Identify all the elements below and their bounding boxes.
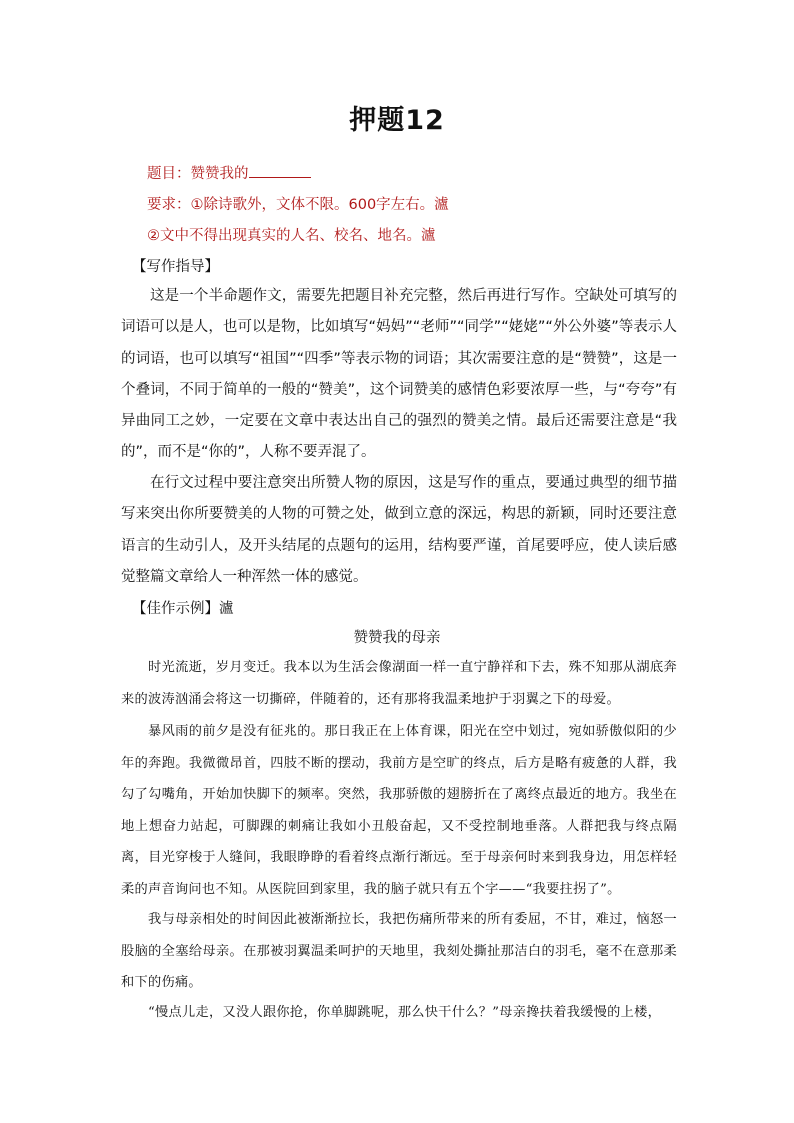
topic-label: 题目：赞赞我的 <box>147 166 249 182</box>
requirement-1: 要求：①除诗歌外，文体不限。600字左右。瀘 <box>147 197 449 213</box>
topic-line <box>147 162 311 183</box>
guide-paragraph-2: 在行文过程中要注意突出所赞人物的原因，这是写作的重点，要通过典型的细节描写来突出你所要赞美的人物的可赞之处，做到立意的深远，构思的新颖，同时还要注意语言的生动引人，及开头结尾的点题句的运用，结构要严谨，首尾要呼应，使人读后感觉整篇文章给人一种浑然一体的感觉。 <box>121 475 677 585</box>
example-heading: 【佳作示例】瀘 <box>132 601 234 617</box>
page-title: 押题12 <box>349 105 445 136</box>
essay-paragraph-2: 暴风雨的前夕是没有征兆的。那日我正在上体育课，阳光在空中划过，宛如骄傲似阳的少年的奔跑。我微微昂首，四肢不断的摆动，我前方是空旷的终点，后方是略有疲惫的人群，我勾了勾嘴角，开始加快脚下的频率。突然，我那骄傲的翅膀折在了离终点最近的地方。我坐在地上想奋力站起，可脚踝的刺痛让我如小丑般奋起，又不受控制地垂落。人群把我与终点隔离，目光穿梭于人缝间，我眼睁睁的看着终点渐行渐远。至于母亲何时来到我身边，用怎样轻柔的声音询问也不知。从医院回到家里，我的脑子就只有五个字——“我要拄拐了”。 <box>121 724 677 897</box>
requirement-2: ②文中不得出现真实的人名、校名、地名。瀘 <box>147 228 436 244</box>
guide-heading: 【写作指导】 <box>132 259 219 275</box>
topic-blank <box>249 163 311 178</box>
guide-paragraph-1: 这是一个半命题作文，需要先把题目补充完整，然后再进行写作。空缺处可填写的词语可以是人，也可以是物，比如填写“妈妈”“老师”“同学”“姥姥”“外公外婆”等表示人的词语，也可以填写“祖国”“四季”等表示物的词语；其次需要注意的是“赞赞”，这是一个叠词，不同于简单的一般的“赞美”，这个词赞美的感情色彩要浓厚一些，与“夸夸”有异曲同工之妙，一定要在文章中表达出自己的强烈的赞美之情。最后还需要注意是“我的”，而不是“你的”，人称不要弄混了。 <box>121 288 677 461</box>
essay-paragraph-3: 我与母亲相处的时间因此被渐渐拉长，我把伤痛所带来的所有委屈，不甘，难过，恼怒一股脑的全塞给母亲。在那被羽翼温柔呵护的天地里，我刻处撕扯那洁白的羽毛，毫不在意那柔和下的伤痛。 <box>121 912 677 990</box>
essay-paragraph-1: 时光流逝，岁月变迁。我本以为生活会像湖面一样一直宁静祥和下去，殊不知那从湖底奔来的波涛汹涌会将这一切撕碎，伴随着的，还有那将我温柔地护于羽翼之下的母爱。 <box>121 660 677 707</box>
essay-paragraph-4: “慢点儿走，又没人跟你抢，你单脚跳呢，那么快干什么？”母亲搀扶着我缓慢的上楼， <box>148 1005 662 1020</box>
essay-title: 赞赞我的母亲 <box>353 630 441 646</box>
